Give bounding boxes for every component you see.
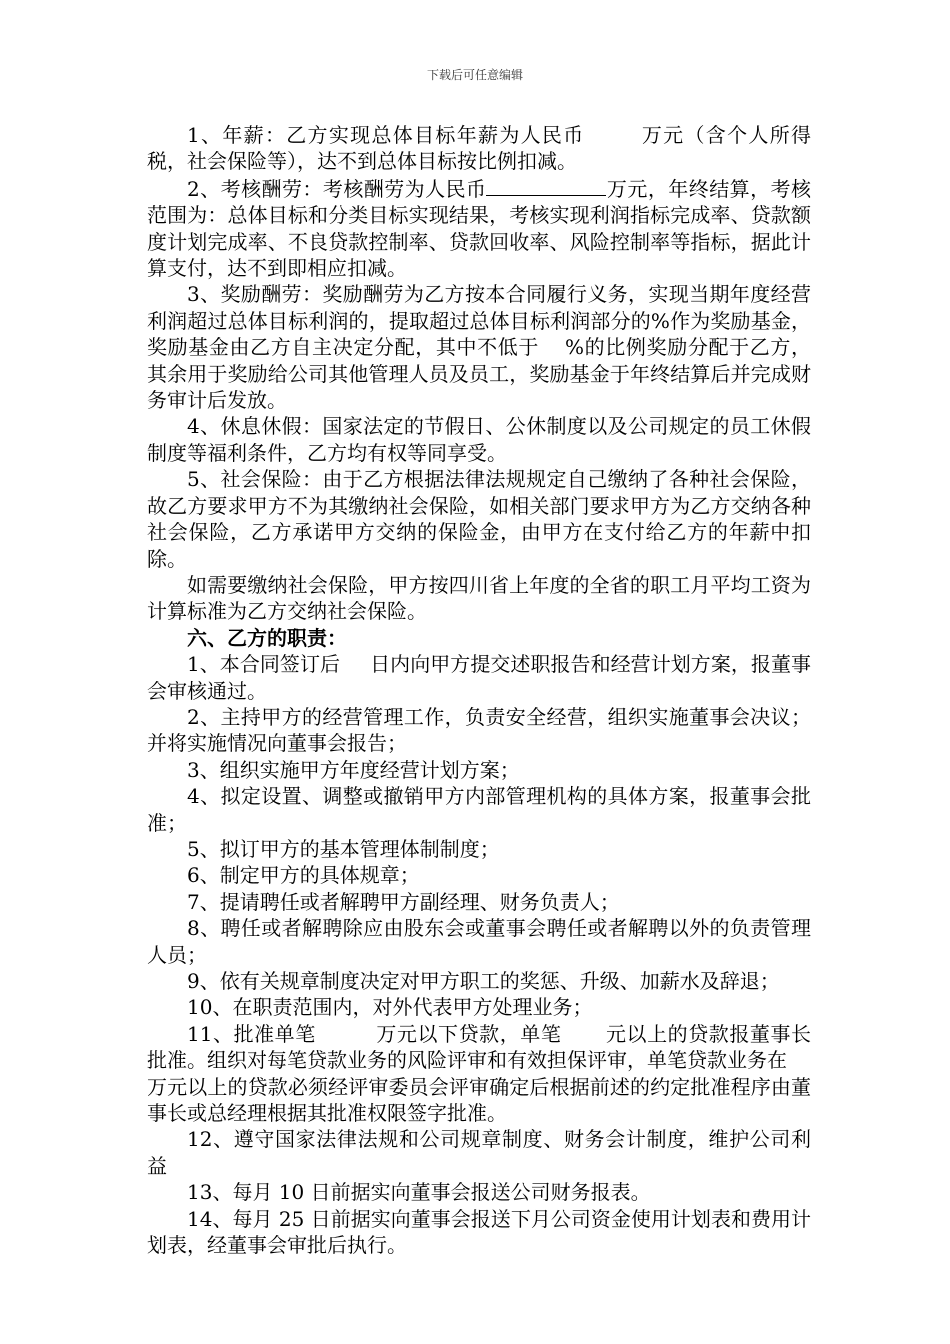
duty-item: 3、组织实施甲方年度经营计划方案； bbox=[187, 757, 520, 782]
paragraph-insurance-note: 如需要缴纳社会保险，甲方按四川省上年度的全省的职工月平均工资为计算标准为乙方交纳社会保险。 bbox=[147, 572, 811, 624]
text: 2、考核酬劳：考核酬劳为人民币 bbox=[187, 176, 487, 201]
duty-item: 13、每月 10 日前据实向董事会报送公司财务报表。 bbox=[187, 1180, 651, 1205]
paragraph-assessment bbox=[147, 175, 811, 282]
duty-item bbox=[147, 651, 811, 704]
text: 日内向甲方提交述职报告和经营计划方案，报董事会审核通过。 bbox=[147, 652, 811, 703]
duty-item: 9、依有关规章制度决定对甲方职工的奖惩、升级、加薪水及辞退； bbox=[187, 969, 780, 993]
underline-blank bbox=[486, 175, 606, 196]
paragraph-holiday: 4、休息休假：国家法定的节假日、公休制度以及公司规定的员工休假制度等福利条件，乙方均有权等同享受。 bbox=[147, 414, 811, 465]
duty-item: 7、提请聘任或者解聘甲方副经理、财务负责人； bbox=[187, 889, 620, 914]
paragraph-bonus bbox=[147, 281, 811, 413]
text: 1、本合同签订后 bbox=[187, 652, 341, 677]
text: %作为奖励基金，奖励基金由乙方自主决定分配，其中不低于 bbox=[147, 308, 812, 360]
paragraph-salary bbox=[147, 122, 811, 175]
duty-item: 4、拟定设置、调整或撤销甲方内部管理机构的具体方案，报董事会批准； bbox=[147, 784, 811, 835]
text: 3、奖励酬劳：奖励酬劳为乙方按本合同履行义务，实现当期年度经营利润超过总体目标利润的，提取超过总体目标利润部分的 bbox=[147, 282, 811, 333]
duty-item: 12、遵守国家法律法规和公司规章制度、财务会计制度，维护公司利益 bbox=[147, 1127, 811, 1178]
section-heading: 六、乙方的职责： bbox=[187, 625, 347, 650]
text: 元以上的贷款报董事长批准。组织对每笔贷款业务的风险评审和有效担保评审，单笔贷款业务在 bbox=[147, 1021, 812, 1073]
text: 万元以上的贷款必须经评审委员会评审确定后根据前述的约定批准程序由董事长或总经理根据其批准权限签字批准。 bbox=[147, 1074, 811, 1126]
duty-item: 2、主持甲方的经营管理工作，负责安全经营，组织实施董事会决议；并将实施情况向董事会报告； bbox=[147, 704, 811, 756]
duty-item: 6、制定甲方的具体规章； bbox=[187, 863, 420, 888]
text: 11、批准单笔 bbox=[187, 1021, 316, 1046]
text: 万元（含个人所得税，社会保险等），达不到总体目标按比例扣减。 bbox=[147, 123, 811, 174]
page-header: 下载后可任意编辑 bbox=[426, 68, 523, 82]
text: 万元以下贷款，单笔 bbox=[375, 1021, 562, 1046]
document-body bbox=[147, 122, 811, 1258]
duty-item: 8、聘任或者解聘除应由股东会或董事会聘任或者解聘以外的负责管理人员； bbox=[147, 916, 811, 967]
paragraph-insurance: 5、社会保险：由于乙方根据法律法规规定自己缴纳了各种社会保险，故乙方要求甲方不为其缴纳社会保险，如相关部门要求甲方为乙方交纳各种社会保险，乙方承诺甲方交纳的保险金，由甲方在支付给乙方的年薪中扣除。 bbox=[147, 467, 811, 571]
text: %的比例奖励分配于乙方，其余用于奖励给公司其他管理人员及员工，奖励基金于年终结算后并完成财务审计后发放。 bbox=[147, 335, 811, 413]
duty-item: 5、拟订甲方的基本管理体制制度； bbox=[187, 836, 500, 861]
text: 万元，年终结算，考核范围为：总体目标和分类目标实现结果，考核实现利润指标完成率、贷款额度计划完成率、不良贷款控制率、贷款回收率、风险控制率等指标，据此计算支付，达不到即相应扣减。 bbox=[147, 176, 811, 281]
duty-item bbox=[147, 1021, 811, 1127]
duty-item: 14、每月 25 日前据实向董事会报送下月公司资金使用计划表和费用计划表，经董事会审批后执行。 bbox=[147, 1206, 811, 1258]
text: 1、年薪：乙方实现总体目标年薪为人民币 bbox=[187, 123, 585, 147]
duty-item: 10、在职责范围内，对外代表甲方处理业务； bbox=[187, 995, 593, 1020]
